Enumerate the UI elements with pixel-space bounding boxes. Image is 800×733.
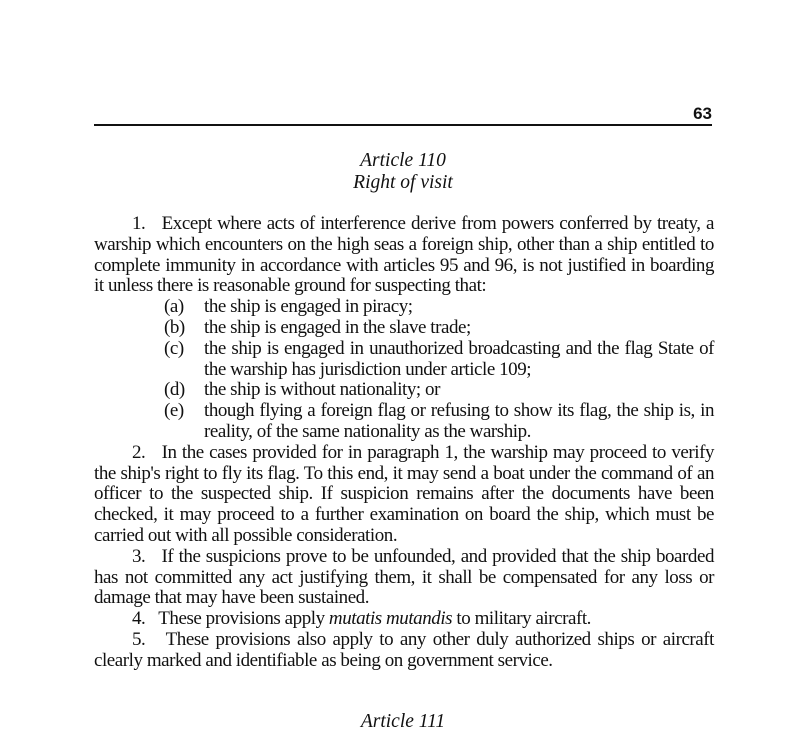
- list-item-text: the ship is engaged in the slave trade;: [204, 316, 471, 338]
- paragraph-2: [94, 443, 714, 547]
- list-item-label: (c): [164, 337, 184, 359]
- paragraph-number: 4.: [132, 608, 146, 630]
- paragraph-4: [94, 609, 714, 630]
- paragraph-3: [94, 547, 714, 609]
- article-number: Article 110: [360, 150, 446, 171]
- paragraph-text: These provisions also apply to any other duly authorized ships or aircraft clearly marked and identifiable as being on government service.: [94, 628, 714, 671]
- list-item-label: (d): [164, 379, 185, 401]
- paragraph-text: Except where acts of interference derive from powers conferred by treaty, a warship which encounters on the high seas a foreign ship, other than a ship entitled to complete immunity in accordance with articles 95 and 96, is not justified in boarding it unless there is reasonable ground for suspecting that:: [94, 213, 715, 297]
- latin-phrase: mutatis mutandis: [328, 608, 453, 630]
- paragraph-number: 2.: [132, 441, 146, 463]
- next-article-heading: Article 111: [360, 711, 446, 732]
- list-item-label: (a): [164, 296, 184, 318]
- article-heading: [94, 150, 712, 194]
- paragraph-1: [94, 214, 714, 297]
- list-item: [164, 318, 714, 339]
- paragraph-number: 3.: [132, 545, 146, 567]
- header-rule: [94, 124, 712, 126]
- paragraph-5: [94, 630, 714, 672]
- paragraph-number: 5.: [132, 628, 146, 650]
- paragraph-text-after: to military aircraft.: [452, 608, 591, 630]
- list-item: [164, 339, 714, 381]
- page-number: 63: [693, 104, 712, 123]
- paragraph-number: 1.: [132, 213, 146, 234]
- paragraph-text: In the cases provided for in paragraph 1, the warship may proceed to verify the ship's right to fly its flag. To this end, it may send a boat under the command of an officer to the suspected ship. If suspicion remains after the documents have been checked, it may proceed to a further examination on board the ship, which must be carried out with all possible consideration.: [94, 441, 714, 546]
- list-item-label: (e): [164, 400, 184, 422]
- list-item-text: the ship is engaged in piracy;: [204, 296, 413, 318]
- list-item: [164, 380, 714, 401]
- list-item: [164, 297, 714, 318]
- list-item: [164, 401, 714, 443]
- article-title: Right of visit: [353, 172, 453, 193]
- list-item-text: the ship is without nationality; or: [204, 379, 440, 401]
- article-body: [94, 214, 714, 672]
- paragraph-text: If the suspicions prove to be unfounded, and provided that the ship boarded has not committed any act justifying them, it shall be compensated for any loss or damage that may have been sustained.: [94, 545, 714, 609]
- list-item-text: the ship is engaged in unauthorized broadcasting and the flag State of the warship has jurisdiction under article 109;: [204, 337, 714, 380]
- suspicion-list: [94, 297, 714, 443]
- list-item-text: though flying a foreign flag or refusing to show its flag, the ship is, in reality, of the same nationality as the warship.: [204, 400, 714, 442]
- paragraph-text-before: These provisions apply: [158, 608, 329, 630]
- list-item-label: (b): [164, 316, 185, 338]
